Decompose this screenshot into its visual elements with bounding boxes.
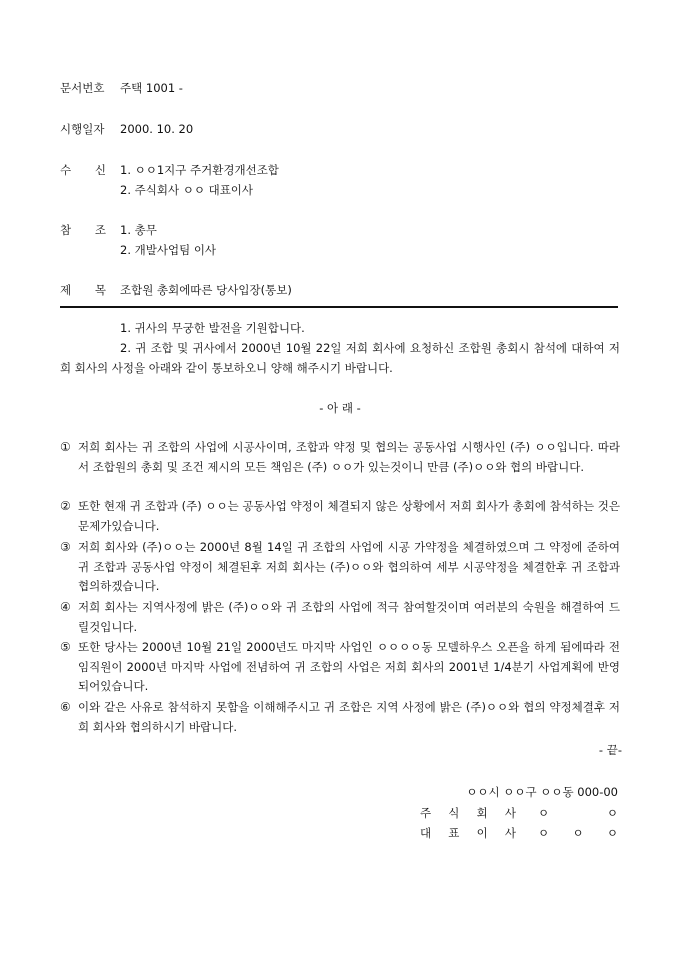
- item-text: 이와 같은 사유로 참석하지 못함을 이해해주시고 귀 조합은 지역 사정에 밝은 (주)ㅇㅇ와 협의 약정체결후 저희 회사와 협의하시기 바랍니다.: [78, 700, 620, 734]
- item-number: ⑤: [60, 640, 71, 654]
- date-row: [60, 119, 193, 139]
- ceo-value-char: ㅇ: [538, 826, 550, 840]
- subject-label: [60, 280, 120, 300]
- recipient-list: [120, 160, 279, 200]
- ceo-label: [420, 823, 516, 843]
- recipient-label-char-2: 신: [94, 163, 106, 177]
- item-number: ③: [60, 540, 71, 554]
- reference-item: 1. 총무: [120, 223, 157, 237]
- company-value-char: ㅇ: [606, 806, 618, 820]
- doc-number-label: 문서번호: [60, 81, 105, 95]
- ceo-label-char: 표: [448, 826, 460, 840]
- recipient-row: [60, 160, 279, 200]
- list-item: [60, 438, 620, 477]
- reference-item: 2. 개발사업팀 이사: [120, 243, 217, 257]
- reference-list: [120, 220, 216, 260]
- reference-label-char-1: 참: [60, 223, 72, 237]
- intro-line-1: 1. 귀사의 무궁한 발전을 기원합니다.: [120, 321, 305, 335]
- company-label-char: 회: [476, 806, 488, 820]
- sender-ceo-row: [420, 823, 618, 843]
- recipient-label-char-1: 수: [60, 163, 72, 177]
- date-label: 시행일자: [60, 122, 105, 136]
- subject-label-char-1: 제: [60, 283, 72, 297]
- ceo-value-char: ㅇ: [572, 826, 584, 840]
- sender-company-row: [420, 803, 618, 823]
- company-label-char: 식: [448, 806, 460, 820]
- company-label-char: 주: [420, 806, 432, 820]
- list-item: [60, 497, 620, 536]
- ceo-value-char: ㅇ: [606, 826, 618, 840]
- item-text: 또한 현재 귀 조합과 (주) ㅇㅇ는 공동사업 약정이 체결되지 않은 상황에서 저희 회사가 총회에 참석하는 것은 문제가있습니다.: [78, 499, 620, 533]
- item-text: 저희 회사는 지역사정에 밝은 (주)ㅇㅇ와 귀 조합의 사업에 적극 참여할것이며 여러분의 숙원을 해결하여 드릴것입니다.: [78, 600, 620, 634]
- reference-row: [60, 220, 216, 260]
- company-label: [420, 803, 516, 823]
- date-value: 2000. 10. 20: [120, 122, 194, 136]
- reference-label-char-2: 조: [94, 223, 106, 237]
- item-text: 저희 회사와 (주)ㅇㅇ는 2000년 8월 14일 귀 조합의 사업에 시공 가약정을 체결하였으며 그 약정에 준하여 귀 조합과 공동사업 약정이 체결된후 저희 회사는 (주)ㅇㅇ와 협의하여 세부 시공약정을 체결한후 귀 조합과 협의하겠습니다.: [78, 540, 620, 593]
- recipient-item: 1. ㅇㅇ1지구 주거환경개선조합: [120, 163, 279, 177]
- sender-address: ㅇㅇ시 ㅇㅇ구 ㅇㅇ동 000-00: [466, 785, 618, 799]
- recipient-label: [60, 160, 120, 200]
- reference-label: [60, 220, 120, 260]
- subject-label-char-2: 목: [94, 283, 106, 297]
- ceo-value: [538, 823, 618, 843]
- item-text: 저희 회사는 귀 조합의 사업에 시공사이며, 조합과 약정 및 협의는 공동사업 시행사인 (주) ㅇㅇ입니다. 따라서 조합원의 총회 및 조건 제시의 모든 책임은 (주) ㅇㅇ가 있는것이니 만큼 (주)ㅇㅇ와 협의 바랍니다.: [78, 440, 620, 474]
- item-number: ②: [60, 499, 71, 513]
- subject-divider: [60, 306, 618, 308]
- section-title: - 아 래 -: [319, 401, 361, 415]
- company-value-char: ㅇ: [538, 806, 550, 820]
- list-item: [60, 538, 620, 597]
- company-value: [538, 803, 618, 823]
- list-item: [60, 698, 620, 737]
- list-item: [60, 598, 620, 637]
- item-number: ④: [60, 600, 71, 614]
- ceo-label-char: 사: [504, 826, 516, 840]
- list-item: [60, 638, 620, 697]
- subject-row: [60, 280, 292, 300]
- ceo-label-char: 대: [420, 826, 432, 840]
- recipient-item: 2. 주식회사 ㅇㅇ 대표이사: [120, 183, 254, 197]
- doc-number-value: 주택 1001 -: [120, 81, 183, 95]
- ceo-label-char: 이: [476, 826, 488, 840]
- doc-number-row: [60, 78, 183, 98]
- intro-line-2: 2. 귀 조합 및 귀사에서 2000년 10월 22일 저희 회사에 요청하신 조합원 총회시 참석에 대하여 저희 회사의 사정을 아래와 같이 통보하오니 양해 해주시기 바랍니다.: [60, 341, 620, 375]
- subject-value: 조합원 총회에따른 당사입장(통보): [120, 283, 292, 297]
- item-number: ①: [60, 440, 71, 454]
- company-label-char: 사: [504, 806, 516, 820]
- end-mark: - 끝-: [598, 743, 622, 757]
- item-text: 또한 당사는 2000년 10월 21일 2000년도 마지막 사업인 ㅇㅇㅇㅇ동 모델하우스 오픈을 하게 됨에따라 전 임직원이 2000년 마지막 사업에 전념하여 귀 조합의 사업은 저희 회사의 2001년 1/4분기 사업계획에 반영되어있습니다.: [78, 640, 620, 693]
- item-number: ⑥: [60, 700, 71, 714]
